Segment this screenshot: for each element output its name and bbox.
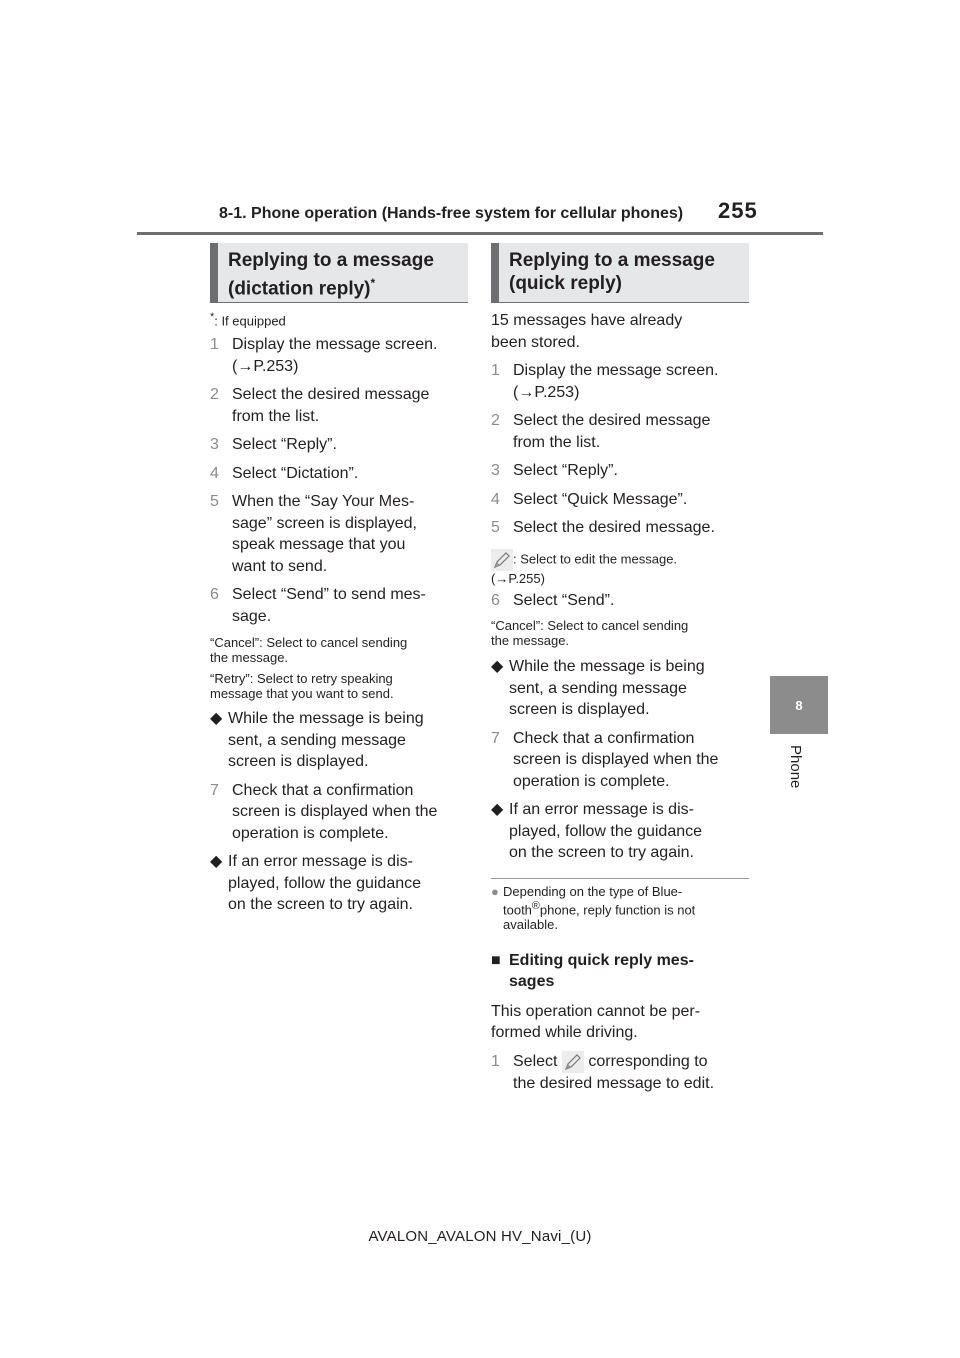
- subheading: ■ Editing quick reply mes- sages: [491, 950, 753, 993]
- retry-note: “Retry”: Select to retry speaking message that you want to send.: [210, 671, 394, 702]
- cancel-note: “Cancel”: Select to cancel sending the message.: [491, 618, 689, 648]
- step: 1 Display the message screen. (→P.253): [210, 334, 470, 377]
- pencil-icon: [562, 1051, 584, 1073]
- document-footer: AVALON_AVALON HV_Navi_(U): [368, 1228, 592, 1245]
- bullet-item: ◆ If an error message is dis- played, follow the guidance on the screen to try again.: [491, 801, 703, 861]
- bullet-item: ◆ If an error message is dis- played, follow the guidance on the screen to try again.: [210, 853, 422, 914]
- header-rule: [137, 232, 823, 235]
- step: 7 Check that a confirmation screen is displayed when the operation is complete.: [210, 781, 438, 842]
- heading-line: Replying to a message: [228, 250, 434, 271]
- subheading-text: This operation cannot be per- formed while driving.: [491, 1002, 701, 1042]
- footnote: *: If equipped: [210, 311, 286, 329]
- intro-text: 15 messages have already been stored.: [491, 312, 683, 351]
- step: 6 Select “Send”.: [491, 591, 615, 609]
- page-number: 255: [718, 198, 758, 223]
- step: 4 Select “Quick Message”.: [491, 490, 688, 508]
- step: 2 Select the desired message from the list.: [491, 412, 711, 451]
- heading-line: Replying to a message: [509, 250, 715, 271]
- step: 6 Select “Send” to send mes- sage.: [210, 586, 426, 625]
- step: 5 When the “Say Your Mes- sage” screen is displayed, speak message that you want to send.: [210, 493, 417, 575]
- heading-line: (quick reply): [509, 273, 622, 294]
- step: 5 Select the desired message.: [491, 519, 715, 536]
- chapter-number: 8: [795, 697, 803, 713]
- square-bullet-icon: ■: [491, 951, 501, 969]
- chapter-label: Phone: [787, 745, 804, 789]
- step: 2 Select the desired message from the list.: [210, 386, 430, 425]
- bullet-item: ◆ While the message is being sent, a sending message screen is displayed.: [210, 710, 424, 771]
- heading-asterisk: *: [370, 276, 376, 290]
- chapter-tab: [770, 676, 828, 734]
- pencil-icon: [491, 549, 513, 571]
- info-note: ● Depending on the type of Blue- tooth®phone, reply function is not available.: [491, 883, 696, 932]
- step: 1 Display the message screen. (→P.253): [491, 360, 753, 403]
- step: 1 Select corresponding to the desired message to edit.: [491, 1052, 715, 1092]
- step: 7 Check that a confirmation screen is displayed when the operation is complete.: [491, 729, 719, 790]
- page-ref-link[interactable]: (→P.253): [232, 357, 299, 375]
- right-section-heading: [491, 243, 749, 303]
- section-title: 8-1. Phone operation (Hands-free system for cellular phones): [219, 205, 684, 222]
- page-ref-link[interactable]: (→P.253): [513, 383, 580, 401]
- heading-line: (dictation reply)*: [228, 276, 376, 300]
- bullet-item: ◆ While the message is being sent, a sending message screen is displayed.: [491, 658, 705, 718]
- info-divider: [491, 878, 749, 879]
- step: 3 Select “Reply”.: [210, 436, 337, 454]
- cancel-note: “Cancel”: Select to cancel sending the message.: [210, 635, 408, 666]
- info-bullet-icon: ●: [491, 883, 499, 899]
- step: 4 Select “Dictation”.: [210, 464, 359, 482]
- edit-note: : Select to edit the message. (→P.255): [491, 549, 753, 586]
- page-ref-link[interactable]: (→P.255): [491, 570, 545, 586]
- left-column: [210, 310, 470, 916]
- left-section-heading: [210, 243, 468, 303]
- step: 3 Select “Reply”.: [491, 462, 618, 479]
- right-column: [491, 310, 753, 1094]
